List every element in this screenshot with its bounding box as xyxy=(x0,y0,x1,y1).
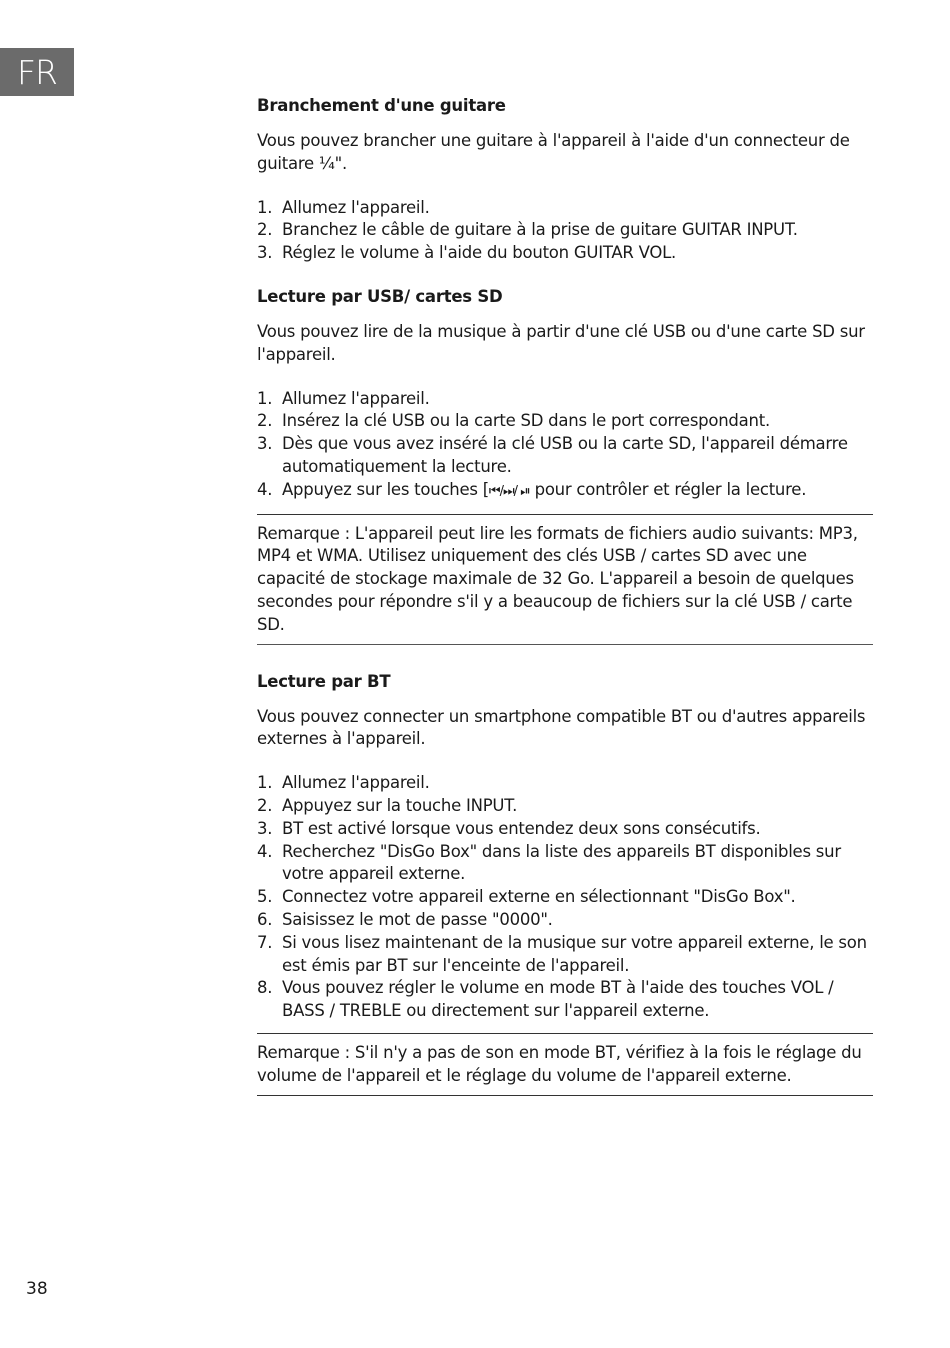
note-text: Remarque : S'il n'y a pas de son en mode BT, vérifiez à la fois le réglage du volume de l'appareil et le réglage du volume de l'appareil externe. xyxy=(257,1042,862,1085)
section-title: Branchement d'une guitare xyxy=(257,96,506,115)
list-item: 3. Réglez le volume à l'aide du bouton GUITAR VOL. xyxy=(257,243,677,263)
page-number: 38 xyxy=(26,1279,48,1299)
steps-list xyxy=(257,388,873,504)
list-item: 8. Vous pouvez régler le volume en mode BT à l'aide des touches VOL / BASS / TREBLE ou directement sur l'appareil externe. xyxy=(257,978,834,1021)
list-item: 1. Allumez l'appareil. xyxy=(257,773,430,793)
list-item: 6. Saisissez le mot de passe "0000". xyxy=(257,909,553,929)
list-item: 4. Recherchez "DisGo Box" dans la liste des appareils BT disponibles sur votre appareil externe. xyxy=(257,841,841,884)
list-item: 2. Insérez la clé USB ou la carte SD dans le port correspondant. xyxy=(257,411,770,431)
section-intro: Vous pouvez lire de la musique à partir d'une clé USB ou d'une carte SD sur l'appareil. xyxy=(257,321,865,364)
section-intro: Vous pouvez brancher une guitare à l'appareil à l'aide d'un connecteur de guitare ¼". xyxy=(257,131,850,173)
list-item: 4. Appuyez sur les touches [⏮/⏭/ ⏯ pour contrôler et régler la lecture. xyxy=(257,479,807,499)
list-item: 1. Allumez l'appareil. xyxy=(257,388,430,408)
list-item: 2. Appuyez sur la touche INPUT. xyxy=(257,795,518,815)
language-tab: FR xyxy=(0,48,74,96)
list-item: 3. Dès que vous avez inséré la clé USB ou la carte SD, l'appareil démarre automatiquement la lecture. xyxy=(257,434,848,476)
section-bt xyxy=(257,670,873,1096)
steps-list xyxy=(257,197,873,265)
section-guitar xyxy=(257,94,873,265)
list-item: 2. Branchez le câble de guitare à la prise de guitare GUITAR INPUT. xyxy=(257,220,798,240)
steps-list xyxy=(257,772,873,1023)
section-usb-sd xyxy=(257,285,873,645)
list-item: 3. BT est activé lorsque vous entendez deux sons consécutifs. xyxy=(257,818,761,838)
section-title: Lecture par BT xyxy=(257,671,391,691)
list-item: 7. Si vous lisez maintenant de la musique sur votre appareil externe, le son est émis par BT sur l'enceinte de l'appareil. xyxy=(257,932,867,975)
note-text: Remarque : L'appareil peut lire les formats de fichiers audio suivants: MP3, MP4 et WMA. Utilisez uniquement des clés USB / cartes SD avec une capacité de stockage maximale de 32 Go. L'appareil a besoin de quelques secondes pour répondre s'il y a beaucoup de fichiers sur la clé USB / carte SD. xyxy=(257,523,858,634)
list-item: 5. Connectez votre appareil externe en sélectionnant "DisGo Box". xyxy=(257,887,796,907)
playback-controls-icon: ⏮/⏭/ ⏯ xyxy=(488,483,530,499)
section-intro: Vous pouvez connecter un smartphone compatible BT ou d'autres appareils externes à l'appareil. xyxy=(257,706,866,749)
note-box xyxy=(257,1033,873,1096)
note-box xyxy=(257,514,873,645)
page-content xyxy=(257,94,873,1096)
list-item: 1. Allumez l'appareil. xyxy=(257,197,430,217)
section-title: Lecture par USB/ cartes SD xyxy=(257,286,503,306)
